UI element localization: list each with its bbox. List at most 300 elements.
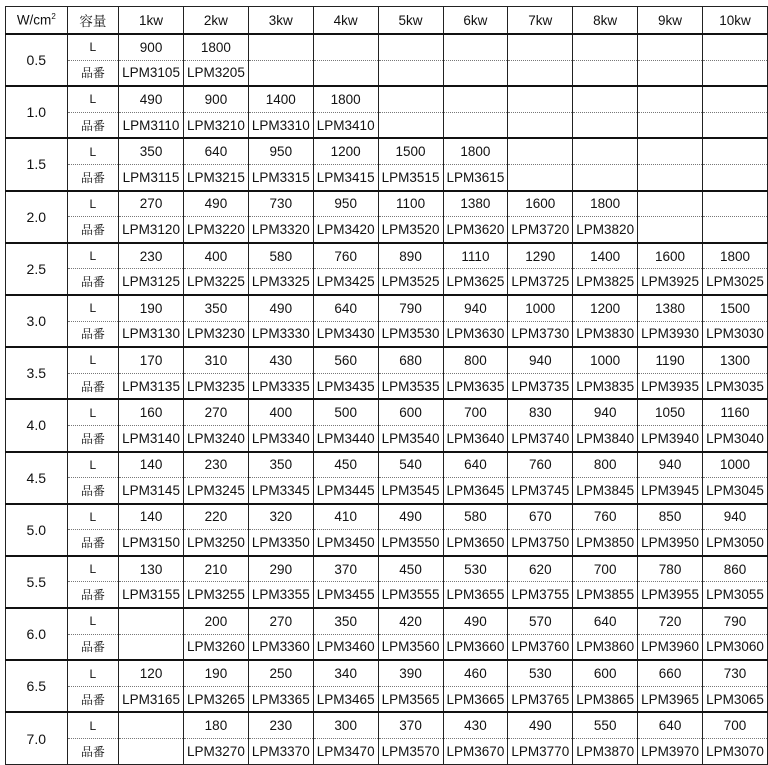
model-cell: LPM3515 [378, 164, 443, 190]
row-label-length: L [67, 138, 119, 164]
model-cell: LPM3130 [119, 321, 184, 347]
length-cell: 450 [313, 452, 378, 478]
model-cell: LPM3270 [184, 739, 249, 765]
length-cell [508, 86, 573, 112]
length-cell: 450 [378, 556, 443, 582]
model-cell: LPM3070 [703, 739, 768, 765]
model-cell: LPM3065 [703, 686, 768, 712]
length-cell: 660 [638, 660, 703, 686]
row-label-model: 品番 [67, 112, 119, 138]
length-cell: 390 [378, 660, 443, 686]
length-cell: 940 [508, 347, 573, 373]
table-row-model [6, 164, 768, 190]
model-cell [703, 164, 768, 190]
length-cell: 670 [508, 504, 573, 530]
model-cell: LPM3215 [184, 164, 249, 190]
model-cell: LPM3260 [184, 634, 249, 660]
length-cell [573, 138, 638, 164]
model-cell: LPM3240 [184, 425, 249, 451]
model-cell: LPM3460 [313, 634, 378, 660]
length-cell: 1200 [313, 138, 378, 164]
model-cell: LPM3125 [119, 269, 184, 295]
table-row-model [6, 217, 768, 243]
model-cell: LPM3315 [248, 164, 313, 190]
model-cell: LPM3465 [313, 686, 378, 712]
length-cell: 410 [313, 504, 378, 530]
column-header: 7kw [508, 7, 573, 35]
length-cell: 760 [573, 504, 638, 530]
model-cell: LPM3820 [573, 217, 638, 243]
length-cell: 370 [313, 556, 378, 582]
table-row-length [6, 660, 768, 686]
density-header-sup: 2 [51, 12, 56, 22]
model-cell: LPM3950 [638, 530, 703, 556]
model-cell: LPM3245 [184, 478, 249, 504]
table-row-model [6, 269, 768, 295]
table-row-model [6, 373, 768, 399]
model-cell: LPM3220 [184, 217, 249, 243]
model-cell: LPM3945 [638, 478, 703, 504]
length-cell: 180 [184, 712, 249, 738]
model-cell: LPM3940 [638, 425, 703, 451]
length-cell: 1800 [573, 191, 638, 217]
row-label-model: 品番 [67, 530, 119, 556]
length-cell: 560 [313, 347, 378, 373]
model-cell: LPM3025 [703, 269, 768, 295]
row-label-length: L [67, 295, 119, 321]
model-cell: LPM3430 [313, 321, 378, 347]
row-label-length: L [67, 660, 119, 686]
model-cell: LPM3535 [378, 373, 443, 399]
model-cell [638, 164, 703, 190]
length-cell [703, 191, 768, 217]
length-cell: 1000 [703, 452, 768, 478]
row-label-model: 品番 [67, 321, 119, 347]
model-cell: LPM3205 [184, 60, 249, 86]
model-cell [638, 217, 703, 243]
length-cell: 250 [248, 660, 313, 686]
row-label-model: 品番 [67, 373, 119, 399]
column-header: 3kw [248, 7, 313, 35]
length-cell [573, 86, 638, 112]
row-label-model: 品番 [67, 269, 119, 295]
length-cell: 400 [184, 243, 249, 269]
length-cell: 350 [248, 452, 313, 478]
length-cell: 430 [443, 712, 508, 738]
model-cell: LPM3545 [378, 478, 443, 504]
model-cell: LPM3570 [378, 739, 443, 765]
length-cell: 700 [573, 556, 638, 582]
length-cell: 780 [638, 556, 703, 582]
length-cell: 790 [378, 295, 443, 321]
model-cell: LPM3425 [313, 269, 378, 295]
length-cell: 800 [443, 347, 508, 373]
length-cell: 400 [248, 399, 313, 425]
model-cell [248, 60, 313, 86]
length-cell [313, 34, 378, 60]
model-cell: LPM3670 [443, 739, 508, 765]
column-header: 10kw [703, 7, 768, 35]
model-cell: LPM3630 [443, 321, 508, 347]
model-cell: LPM3470 [313, 739, 378, 765]
model-cell: LPM3325 [248, 269, 313, 295]
length-cell: 270 [248, 608, 313, 634]
model-cell: LPM3360 [248, 634, 313, 660]
model-cell: LPM3350 [248, 530, 313, 556]
length-cell: 1200 [573, 295, 638, 321]
length-cell: 530 [443, 556, 508, 582]
length-cell [703, 138, 768, 164]
length-cell: 730 [248, 191, 313, 217]
model-cell [378, 60, 443, 86]
length-cell: 1160 [703, 399, 768, 425]
length-cell: 640 [443, 452, 508, 478]
model-cell: LPM3825 [573, 269, 638, 295]
model-cell: LPM3230 [184, 321, 249, 347]
model-cell: LPM3165 [119, 686, 184, 712]
table-row-model [6, 530, 768, 556]
capacity-header: 容量 [67, 7, 119, 35]
length-cell: 310 [184, 347, 249, 373]
model-cell: LPM3635 [443, 373, 508, 399]
length-cell: 130 [119, 556, 184, 582]
length-cell: 320 [248, 504, 313, 530]
table-row-length [6, 452, 768, 478]
model-cell [313, 60, 378, 86]
length-cell: 680 [378, 347, 443, 373]
length-cell: 270 [119, 191, 184, 217]
model-cell: LPM3865 [573, 686, 638, 712]
model-cell: LPM3255 [184, 582, 249, 608]
density-cell: 3.0 [6, 295, 68, 347]
length-cell: 940 [703, 504, 768, 530]
length-cell: 490 [378, 504, 443, 530]
model-cell: LPM3145 [119, 478, 184, 504]
length-cell: 580 [443, 504, 508, 530]
length-cell: 550 [573, 712, 638, 738]
model-cell: LPM3640 [443, 425, 508, 451]
row-label-length: L [67, 608, 119, 634]
length-cell: 1000 [573, 347, 638, 373]
column-header: 9kw [638, 7, 703, 35]
model-cell: LPM3265 [184, 686, 249, 712]
model-cell: LPM3410 [313, 112, 378, 138]
header-row [6, 7, 768, 35]
model-cell: LPM3415 [313, 164, 378, 190]
length-cell: 830 [508, 399, 573, 425]
length-cell [638, 34, 703, 60]
length-cell: 200 [184, 608, 249, 634]
length-cell: 230 [119, 243, 184, 269]
length-cell: 210 [184, 556, 249, 582]
length-cell [378, 86, 443, 112]
table-row-length [6, 34, 768, 60]
model-cell: LPM3620 [443, 217, 508, 243]
length-cell: 190 [119, 295, 184, 321]
length-cell: 500 [313, 399, 378, 425]
length-cell: 140 [119, 452, 184, 478]
length-cell: 760 [508, 452, 573, 478]
length-cell: 160 [119, 399, 184, 425]
model-cell: LPM3740 [508, 425, 573, 451]
length-cell: 1380 [443, 191, 508, 217]
model-cell: LPM3965 [638, 686, 703, 712]
length-cell [638, 86, 703, 112]
row-label-model: 品番 [67, 478, 119, 504]
model-cell [573, 112, 638, 138]
table-row-length [6, 504, 768, 530]
length-cell [638, 191, 703, 217]
model-cell [508, 164, 573, 190]
table-row-length [6, 347, 768, 373]
model-cell: LPM3105 [119, 60, 184, 86]
density-cell: 2.5 [6, 243, 68, 295]
row-label-length: L [67, 347, 119, 373]
length-cell: 430 [248, 347, 313, 373]
model-cell: LPM3120 [119, 217, 184, 243]
length-cell: 1400 [573, 243, 638, 269]
model-cell: LPM3520 [378, 217, 443, 243]
length-cell: 890 [378, 243, 443, 269]
length-cell: 640 [638, 712, 703, 738]
length-cell: 350 [184, 295, 249, 321]
model-cell: LPM3565 [378, 686, 443, 712]
row-label-model: 品番 [67, 634, 119, 660]
table-row-model [6, 739, 768, 765]
model-cell [703, 112, 768, 138]
length-cell: 350 [313, 608, 378, 634]
model-cell: LPM3770 [508, 739, 573, 765]
row-label-length: L [67, 34, 119, 60]
model-cell: LPM3370 [248, 739, 313, 765]
table-row-length [6, 191, 768, 217]
length-cell: 900 [119, 34, 184, 60]
length-cell: 950 [248, 138, 313, 164]
length-cell: 350 [119, 138, 184, 164]
model-cell: LPM3540 [378, 425, 443, 451]
density-cell: 7.0 [6, 712, 68, 764]
row-label-length: L [67, 86, 119, 112]
model-cell: LPM3735 [508, 373, 573, 399]
length-cell: 1000 [508, 295, 573, 321]
density-cell: 6.5 [6, 660, 68, 712]
model-cell: LPM3355 [248, 582, 313, 608]
model-cell [508, 112, 573, 138]
model-cell: LPM3310 [248, 112, 313, 138]
row-label-length: L [67, 452, 119, 478]
length-cell: 340 [313, 660, 378, 686]
length-cell: 230 [248, 712, 313, 738]
model-cell: LPM3345 [248, 478, 313, 504]
length-cell: 800 [573, 452, 638, 478]
model-cell: LPM3110 [119, 112, 184, 138]
model-cell: LPM3650 [443, 530, 508, 556]
model-cell: LPM3760 [508, 634, 573, 660]
row-label-model: 品番 [67, 60, 119, 86]
length-cell: 850 [638, 504, 703, 530]
length-cell: 1400 [248, 86, 313, 112]
length-cell: 620 [508, 556, 573, 582]
length-cell: 460 [443, 660, 508, 686]
density-cell: 4.5 [6, 452, 68, 504]
length-cell: 1190 [638, 347, 703, 373]
model-cell: LPM3135 [119, 373, 184, 399]
length-cell: 900 [184, 86, 249, 112]
model-cell: LPM3665 [443, 686, 508, 712]
length-cell: 490 [248, 295, 313, 321]
row-label-length: L [67, 243, 119, 269]
length-cell: 1500 [703, 295, 768, 321]
length-cell [443, 34, 508, 60]
model-cell: LPM3435 [313, 373, 378, 399]
length-cell: 940 [443, 295, 508, 321]
model-cell: LPM3030 [703, 321, 768, 347]
table-row-length [6, 86, 768, 112]
length-cell: 490 [443, 608, 508, 634]
model-cell: LPM3445 [313, 478, 378, 504]
length-cell: 1600 [638, 243, 703, 269]
model-cell: LPM3655 [443, 582, 508, 608]
model-cell: LPM3970 [638, 739, 703, 765]
length-cell: 700 [703, 712, 768, 738]
length-cell: 230 [184, 452, 249, 478]
length-cell: 530 [508, 660, 573, 686]
model-cell: LPM3830 [573, 321, 638, 347]
model-cell: LPM3450 [313, 530, 378, 556]
model-cell: LPM3730 [508, 321, 573, 347]
model-cell [573, 164, 638, 190]
length-cell: 940 [573, 399, 638, 425]
length-cell: 1800 [443, 138, 508, 164]
length-cell: 490 [119, 86, 184, 112]
table-row-model [6, 425, 768, 451]
column-header: 8kw [573, 7, 638, 35]
length-cell: 1380 [638, 295, 703, 321]
model-cell: LPM3960 [638, 634, 703, 660]
length-cell [703, 34, 768, 60]
model-cell: LPM3045 [703, 478, 768, 504]
table-row-length [6, 399, 768, 425]
length-cell: 730 [703, 660, 768, 686]
table-row-length [6, 243, 768, 269]
model-cell [443, 60, 508, 86]
row-label-model: 品番 [67, 164, 119, 190]
density-cell: 1.0 [6, 86, 68, 138]
model-cell [703, 60, 768, 86]
length-cell: 790 [703, 608, 768, 634]
length-cell: 1300 [703, 347, 768, 373]
length-cell: 950 [313, 191, 378, 217]
length-cell: 420 [378, 608, 443, 634]
model-cell: LPM3050 [703, 530, 768, 556]
length-cell: 1800 [184, 34, 249, 60]
length-cell: 540 [378, 452, 443, 478]
model-cell: LPM3035 [703, 373, 768, 399]
model-cell: LPM3855 [573, 582, 638, 608]
row-label-model: 品番 [67, 582, 119, 608]
model-cell: LPM3140 [119, 425, 184, 451]
model-cell [703, 217, 768, 243]
model-cell: LPM3150 [119, 530, 184, 556]
model-cell: LPM3860 [573, 634, 638, 660]
model-cell: LPM3115 [119, 164, 184, 190]
length-cell: 290 [248, 556, 313, 582]
model-cell: LPM3225 [184, 269, 249, 295]
length-cell: 140 [119, 504, 184, 530]
length-cell [508, 138, 573, 164]
table-row-length [6, 295, 768, 321]
model-cell: LPM3745 [508, 478, 573, 504]
model-cell: LPM3850 [573, 530, 638, 556]
table-row-length [6, 138, 768, 164]
model-cell: LPM3155 [119, 582, 184, 608]
length-cell: 1800 [313, 86, 378, 112]
length-cell: 1110 [443, 243, 508, 269]
row-label-length: L [67, 556, 119, 582]
length-cell: 490 [508, 712, 573, 738]
length-cell: 600 [378, 399, 443, 425]
length-cell: 570 [508, 608, 573, 634]
length-cell: 640 [313, 295, 378, 321]
model-cell: LPM3340 [248, 425, 313, 451]
model-cell [378, 112, 443, 138]
model-cell: LPM3440 [313, 425, 378, 451]
length-cell: 170 [119, 347, 184, 373]
model-cell: LPM3955 [638, 582, 703, 608]
model-cell: LPM3420 [313, 217, 378, 243]
model-cell: LPM3330 [248, 321, 313, 347]
column-header: 2kw [184, 7, 249, 35]
length-cell: 640 [573, 608, 638, 634]
density-cell: 5.0 [6, 504, 68, 556]
length-cell: 1800 [703, 243, 768, 269]
table-row-model [6, 686, 768, 712]
model-cell: LPM3755 [508, 582, 573, 608]
length-cell: 1100 [378, 191, 443, 217]
length-cell: 720 [638, 608, 703, 634]
table-row-length [6, 712, 768, 738]
model-cell: LPM3320 [248, 217, 313, 243]
table-row-model [6, 634, 768, 660]
table-row-length [6, 608, 768, 634]
length-cell: 860 [703, 556, 768, 582]
model-cell: LPM3645 [443, 478, 508, 504]
length-cell: 640 [184, 138, 249, 164]
row-label-model: 品番 [67, 217, 119, 243]
model-cell: LPM3925 [638, 269, 703, 295]
model-cell [508, 60, 573, 86]
model-cell: LPM3615 [443, 164, 508, 190]
density-cell: 0.5 [6, 34, 68, 86]
density-cell: 1.5 [6, 138, 68, 190]
model-cell [573, 60, 638, 86]
model-cell: LPM3555 [378, 582, 443, 608]
length-cell [443, 86, 508, 112]
model-cell: LPM3235 [184, 373, 249, 399]
length-cell: 120 [119, 660, 184, 686]
model-cell: LPM3335 [248, 373, 313, 399]
length-cell: 190 [184, 660, 249, 686]
table-row-model [6, 321, 768, 347]
length-cell [638, 138, 703, 164]
table-row-model [6, 478, 768, 504]
model-cell: LPM3750 [508, 530, 573, 556]
table-row-model [6, 112, 768, 138]
length-cell [119, 608, 184, 634]
column-header: 5kw [378, 7, 443, 35]
length-cell: 1050 [638, 399, 703, 425]
density-cell: 5.5 [6, 556, 68, 608]
